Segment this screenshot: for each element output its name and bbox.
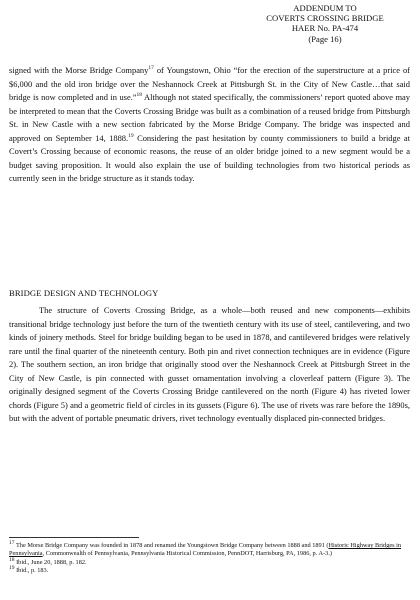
- footnote-17-source-title: Historic Highway Bridges in Pennsylvania: [9, 542, 402, 558]
- footnote-ref-18: 18: [136, 92, 143, 99]
- footnote-ref-17: 17: [148, 65, 154, 72]
- header-page-number: (Page 16): [308, 33, 342, 44]
- paragraph-design: The structure of Coverts Crossing Bridge, as a whole—both reused and new components—exhibits transitional bridge technology just before the turn of the twentieth century with its use of steel, cantilevering, and two kinds of joinery methods. Steel for bridge building began to be used in 1878, and cantilevered bridges were relatively rare until the final quarter of the nineteenth century. Both pin and rivet connection techniques are in evidence (Figure 2). The southern section, an iron bridge that originally stood over the Neshannock Creek at Pittsburgh Street in the City of New Castle, is pin connected with gusset ornamentation involving a cloverleaf pattern (Figure 3). The originally designed segment of the Coverts Crossing Bridge cantilevered on the north (Figure 4) has riveted lower chords (Figure 5) and a geometric field of circles in its gussets (Figure 6). The use of rivets was rare before the 1890s, but with the advent of portable pneumatic drivers, rivet technology eventually displaced pin-connected bridges.: [9, 305, 410, 423]
- page-header: [240, 3, 410, 44]
- footnote-18-text: Ibid., June 20, 1888, p. 182.: [14, 558, 87, 566]
- footnote-19: [9, 564, 410, 575]
- footnote-divider: [9, 537, 139, 538]
- footnote-ref-19: 19: [128, 132, 134, 139]
- footnote-17: [9, 539, 410, 559]
- paragraph-history-part-c: Although not stated specifically, the commissioners’ report quoted above may be interpreted to mean that the Coverts Crossing Bridge was built as a combination of a reused bridge from Pittsburgh St. in New Castle with a new section fabricated by the Morse Bridge Company. The bridge was inspected and approved on September 14, 1888.: [9, 92, 410, 143]
- footnote-17-number: 17: [9, 539, 15, 546]
- body-section-2: [9, 304, 410, 426]
- footnote-17-text-a: The Morse Bridge Company was founded in 1878 and renamed the Youngstown Bridge Company between 1888 and 1891 (: [14, 542, 329, 549]
- footnote-17-text-b: , Commonwealth of Pennsylvania, Pennsylvania Historical Commission, PennDOT, Harrisburg, PA, 1986, p. A-3.): [42, 550, 332, 558]
- body-section-1: [9, 64, 410, 186]
- paragraph-history-part-d: Considering the past hesitation by county commissioners to build a bridge at Covert’s Crossing because of economic reasons, the reuse of an older bridge joined to a new segment would be a budget saving proposition. It would also explain the use of building technologies from two historical periods as currently seen in the bridge structure as it stands today.: [9, 132, 410, 183]
- footnote-19-text: Ibid., p. 183.: [14, 566, 49, 574]
- footnotes: [9, 539, 410, 575]
- paragraph-history-part-a: signed with the Morse Bridge Company: [9, 65, 149, 75]
- footnote-18: [9, 556, 410, 567]
- paragraph-history: [9, 64, 410, 186]
- footnote-19-number: 19: [9, 564, 15, 571]
- header-haer-number: HAER No. PA-474: [291, 23, 359, 34]
- footnote-18-number: 18: [9, 556, 15, 563]
- header-addendum: ADDENDUM TO: [293, 3, 357, 13]
- paragraph-history-part-b: of Youngstown, Ohio “for the erection of the superstructure at a price of $6,000 and the old iron bridge over the Neshannock Creek at Pittsburgh St. in the City of New Castle…that said bridge is now completed and in use.”: [9, 65, 410, 102]
- section-heading: BRIDGE DESIGN AND TECHNOLOGY: [9, 288, 159, 298]
- header-bridge-name: COVERTS CROSSING BRIDGE: [266, 13, 384, 24]
